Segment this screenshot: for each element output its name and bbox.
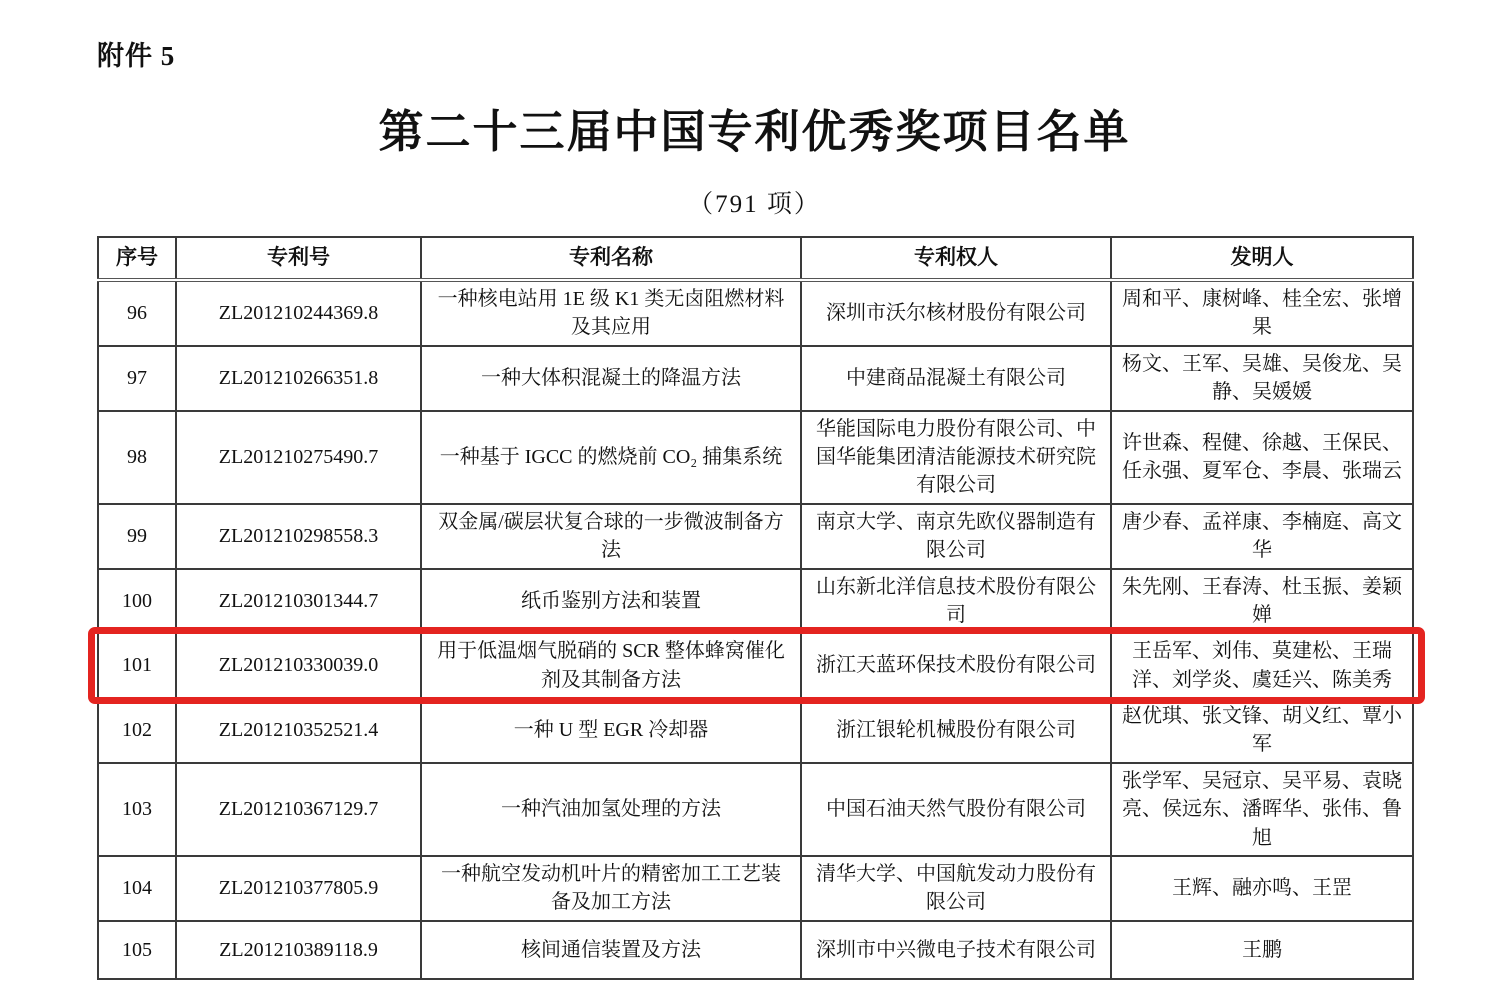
cell-inventors: 赵优琪、张文锋、胡义红、覃小军 bbox=[1111, 698, 1413, 763]
cell-inventors: 王辉、融亦鸣、王罡 bbox=[1111, 856, 1413, 921]
cell-patent-name: 用于低温烟气脱硝的 SCR 整体蜂窝催化剂及其制备方法 bbox=[421, 633, 801, 698]
table-row bbox=[98, 763, 1413, 856]
cell-row-number: 105 bbox=[98, 921, 176, 979]
item-count-subtitle: （791 项） bbox=[688, 191, 821, 218]
cell-patentee: 华能国际电力股份有限公司、中国华能集团清洁能源技术研究院有限公司 bbox=[801, 411, 1111, 504]
table-row bbox=[98, 569, 1413, 634]
cell-patentee: 山东新北洋信息技术股份有限公司 bbox=[801, 569, 1111, 634]
cell-patent-name: 纸币鉴别方法和装置 bbox=[421, 569, 801, 634]
cell-patentee: 浙江天蓝环保技术股份有限公司 bbox=[801, 633, 1111, 698]
column-header: 专利权人 bbox=[801, 237, 1111, 280]
table-row bbox=[98, 633, 1413, 698]
cell-row-number: 100 bbox=[98, 569, 176, 634]
cell-patentee: 浙江银轮机械股份有限公司 bbox=[801, 698, 1111, 763]
cell-patent-name: 核间通信装置及方法 bbox=[421, 921, 801, 979]
cell-patentee: 清华大学、中国航发动力股份有限公司 bbox=[801, 856, 1111, 921]
cell-inventors: 王岳军、刘伟、莫建松、王瑞洋、刘学炎、虞廷兴、陈美秀 bbox=[1111, 633, 1413, 698]
cell-inventors: 张学军、吴冠京、吴平易、袁晓亮、侯远东、潘晖华、张伟、鲁旭 bbox=[1111, 763, 1413, 856]
cell-row-number: 103 bbox=[98, 763, 176, 856]
column-header: 序号 bbox=[98, 237, 176, 280]
cell-inventors: 杨文、王军、吴雄、吴俊龙、吴静、吴媛媛 bbox=[1111, 346, 1413, 411]
table-row bbox=[98, 921, 1413, 979]
cell-patent-number: ZL201210377805.9 bbox=[176, 856, 421, 921]
cell-row-number: 104 bbox=[98, 856, 176, 921]
patent-award-table bbox=[97, 236, 1414, 980]
cell-patent-number: ZL201210367129.7 bbox=[176, 763, 421, 856]
cell-patent-number: ZL201210301344.7 bbox=[176, 569, 421, 634]
cell-patent-name: 双金属/碳层状复合球的一步微波制备方法 bbox=[421, 504, 801, 569]
cell-row-number: 98 bbox=[98, 411, 176, 504]
cell-row-number: 99 bbox=[98, 504, 176, 569]
table-header-row bbox=[98, 237, 1413, 280]
cell-patentee: 深圳市沃尔核材股份有限公司 bbox=[801, 280, 1111, 346]
cell-patent-number: ZL201210352521.4 bbox=[176, 698, 421, 763]
document-page bbox=[97, 0, 1412, 980]
cell-patent-number: ZL201210266351.8 bbox=[176, 346, 421, 411]
cell-inventors: 唐少春、孟祥康、李楠庭、高文华 bbox=[1111, 504, 1413, 569]
cell-patentee: 南京大学、南京先欧仪器制造有限公司 bbox=[801, 504, 1111, 569]
table-row bbox=[98, 346, 1413, 411]
cell-patent-name: 一种汽油加氢处理的方法 bbox=[421, 763, 801, 856]
cell-row-number: 96 bbox=[98, 280, 176, 346]
cell-patent-number: ZL201210298558.3 bbox=[176, 504, 421, 569]
cell-patent-name: 一种 U 型 EGR 冷却器 bbox=[421, 698, 801, 763]
cell-inventors: 许世森、程健、徐越、王保民、任永强、夏军仓、李晨、张瑞云 bbox=[1111, 411, 1413, 504]
cell-row-number: 97 bbox=[98, 346, 176, 411]
cell-inventors: 朱先刚、王春涛、杜玉振、姜颖婵 bbox=[1111, 569, 1413, 634]
table-row bbox=[98, 411, 1413, 504]
table-row bbox=[98, 698, 1413, 763]
column-header: 专利名称 bbox=[421, 237, 801, 280]
cell-inventors: 周和平、康树峰、桂全宏、张增果 bbox=[1111, 280, 1413, 346]
cell-patent-name: 一种大体积混凝土的降温方法 bbox=[421, 346, 801, 411]
cell-row-number: 102 bbox=[98, 698, 176, 763]
table-row bbox=[98, 280, 1413, 346]
column-header: 发明人 bbox=[1111, 237, 1413, 280]
cell-row-number: 101 bbox=[98, 633, 176, 698]
page-title: 第二十三届中国专利优秀奖项目名单 bbox=[378, 107, 1131, 157]
cell-patent-name: 一种核电站用 1E 级 K1 类无卤阻燃材料及其应用 bbox=[421, 280, 801, 346]
table-row bbox=[98, 504, 1413, 569]
cell-inventors: 王鹏 bbox=[1111, 921, 1413, 979]
cell-patentee: 中国石油天然气股份有限公司 bbox=[801, 763, 1111, 856]
cell-patentee: 中建商品混凝土有限公司 bbox=[801, 346, 1111, 411]
attachment-label: 附件 5 bbox=[97, 41, 176, 71]
cell-patentee: 深圳市中兴微电子技术有限公司 bbox=[801, 921, 1111, 979]
column-header: 专利号 bbox=[176, 237, 421, 280]
table-row bbox=[98, 856, 1413, 921]
cell-patent-number: ZL201210244369.8 bbox=[176, 280, 421, 346]
cell-patent-number: ZL201210275490.7 bbox=[176, 411, 421, 504]
cell-patent-name: 一种航空发动机叶片的精密加工工艺装备及加工方法 bbox=[421, 856, 801, 921]
cell-patent-number: ZL201210330039.0 bbox=[176, 633, 421, 698]
cell-patent-number: ZL201210389118.9 bbox=[176, 921, 421, 979]
cell-patent-name: 一种基于 IGCC 的燃烧前 CO₂ 捕集系统 bbox=[421, 411, 801, 504]
